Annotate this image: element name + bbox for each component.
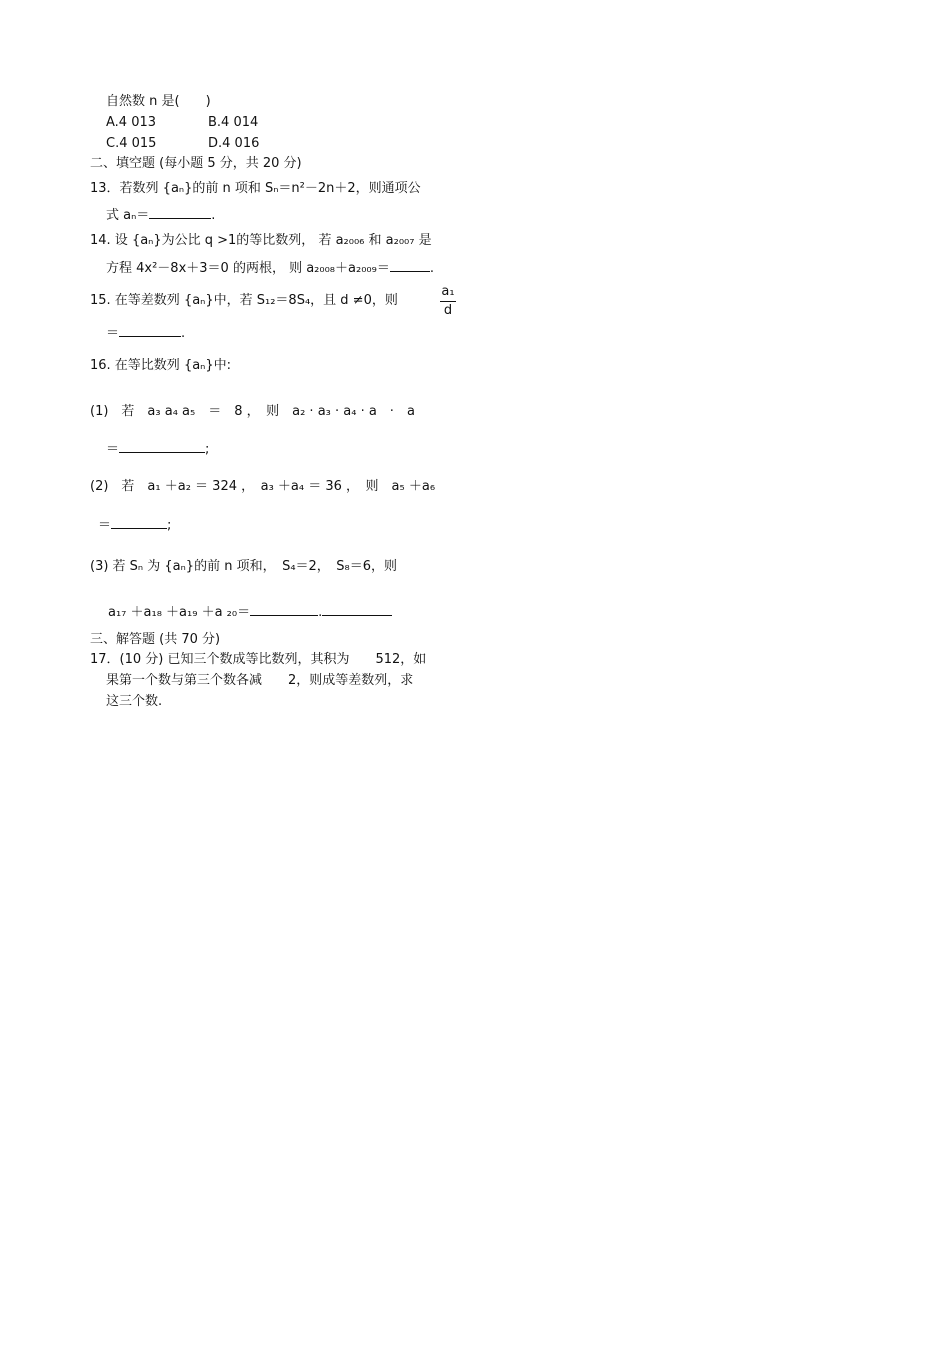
q13-line2	[106, 206, 215, 224]
q15-answer-prefix: ＝	[106, 326, 120, 341]
q16-part2-blank	[111, 516, 167, 529]
q17-line2: 果第一个数与第三个数各减 2，则成等差数列，求	[106, 673, 414, 688]
q16-part3-blank-right	[322, 603, 392, 616]
section-heading-solutions: 三、解答题 (共 70 分)	[90, 632, 221, 647]
q14-end: .	[429, 261, 434, 276]
q13-end: .	[211, 208, 216, 223]
q16-part3-dot: .	[318, 605, 323, 620]
fraction-bar	[440, 301, 456, 302]
q16-part1-line2	[106, 440, 209, 458]
q15-line1: 15. 在等差数列 {aₙ}中，若 S₁₂＝8S₄，且 d ≠0，则	[90, 293, 398, 308]
q12-stem: 自然数 n 是( )	[106, 94, 211, 109]
q15-fraction-numerator: a₁	[441, 284, 455, 299]
q15-end: .	[181, 326, 186, 341]
q16-part3-line1: (3) 若 Sₙ 为 {aₙ}的前 n 项和， S₄＝2， S₈＝6，则	[90, 559, 398, 574]
q12-option-c: C.4 015	[106, 136, 157, 151]
q16-part1-prefix: ＝	[106, 442, 120, 457]
q15-answer-blank	[119, 324, 181, 337]
q12-option-a: A.4 013	[106, 115, 157, 130]
q17-line3: 这三个数.	[106, 694, 163, 709]
q13-line1: 13．若数列 {aₙ}的前 n 项和 Sₙ＝n²－2n＋2，则通项公	[90, 181, 421, 196]
q15-line2	[106, 324, 185, 342]
q14-answer-blank	[390, 259, 430, 272]
q16-part3-blank-left	[250, 603, 318, 616]
section-heading-fill-in: 二、填空题 (每小题 5 分，共 20 分)	[90, 156, 302, 171]
q12-option-d: D.4 016	[208, 136, 260, 151]
q16-part2-line1: (2) 若 a₁ ＋a₂ ＝ 324 ， a₃ ＋a₄ ＝ 36 ， 则 a₅ ＋a₆	[90, 479, 436, 494]
q12-option-b: B.4 014	[208, 115, 259, 130]
q14-line1: 14. 设 {aₙ}为公比 q >1的等比数列， 若 a₂₀₀₆ 和 a₂₀₀₇ 是	[90, 233, 432, 248]
q17-line1: 17．(10 分) 已知三个数成等比数列，其积为 512，如	[90, 652, 427, 667]
q15-fraction-denominator: d	[443, 303, 453, 318]
q14-line2	[106, 259, 434, 277]
q16-part2-prefix: ＝	[98, 518, 112, 533]
q16-intro: 16. 在等比数列 {aₙ}中:	[90, 358, 232, 373]
q16-part2-line2	[98, 516, 171, 534]
q16-part2-end: ;	[167, 518, 172, 533]
q13-answer-prefix: 式 aₙ＝	[106, 208, 150, 223]
q13-answer-blank	[149, 206, 211, 219]
q16-part3-prefix: a₁₇ ＋a₁₈ ＋a₁₉ ＋a ₂₀＝	[108, 605, 251, 620]
q16-part1-line1: (1) 若 a₃ a₄ a₅ ＝ 8 ， 则 a₂ · a₃ · a₄ · a · a	[90, 404, 415, 419]
q16-part1-end: ;	[205, 442, 210, 457]
q16-part3-line2	[108, 603, 392, 621]
q14-answer-prefix: 方程 4x²－8x＋3＝0 的两根， 则 a₂₀₀₈＋a₂₀₀₉＝	[106, 261, 390, 276]
q16-part1-blank	[119, 440, 205, 453]
q15-fraction	[438, 284, 458, 319]
